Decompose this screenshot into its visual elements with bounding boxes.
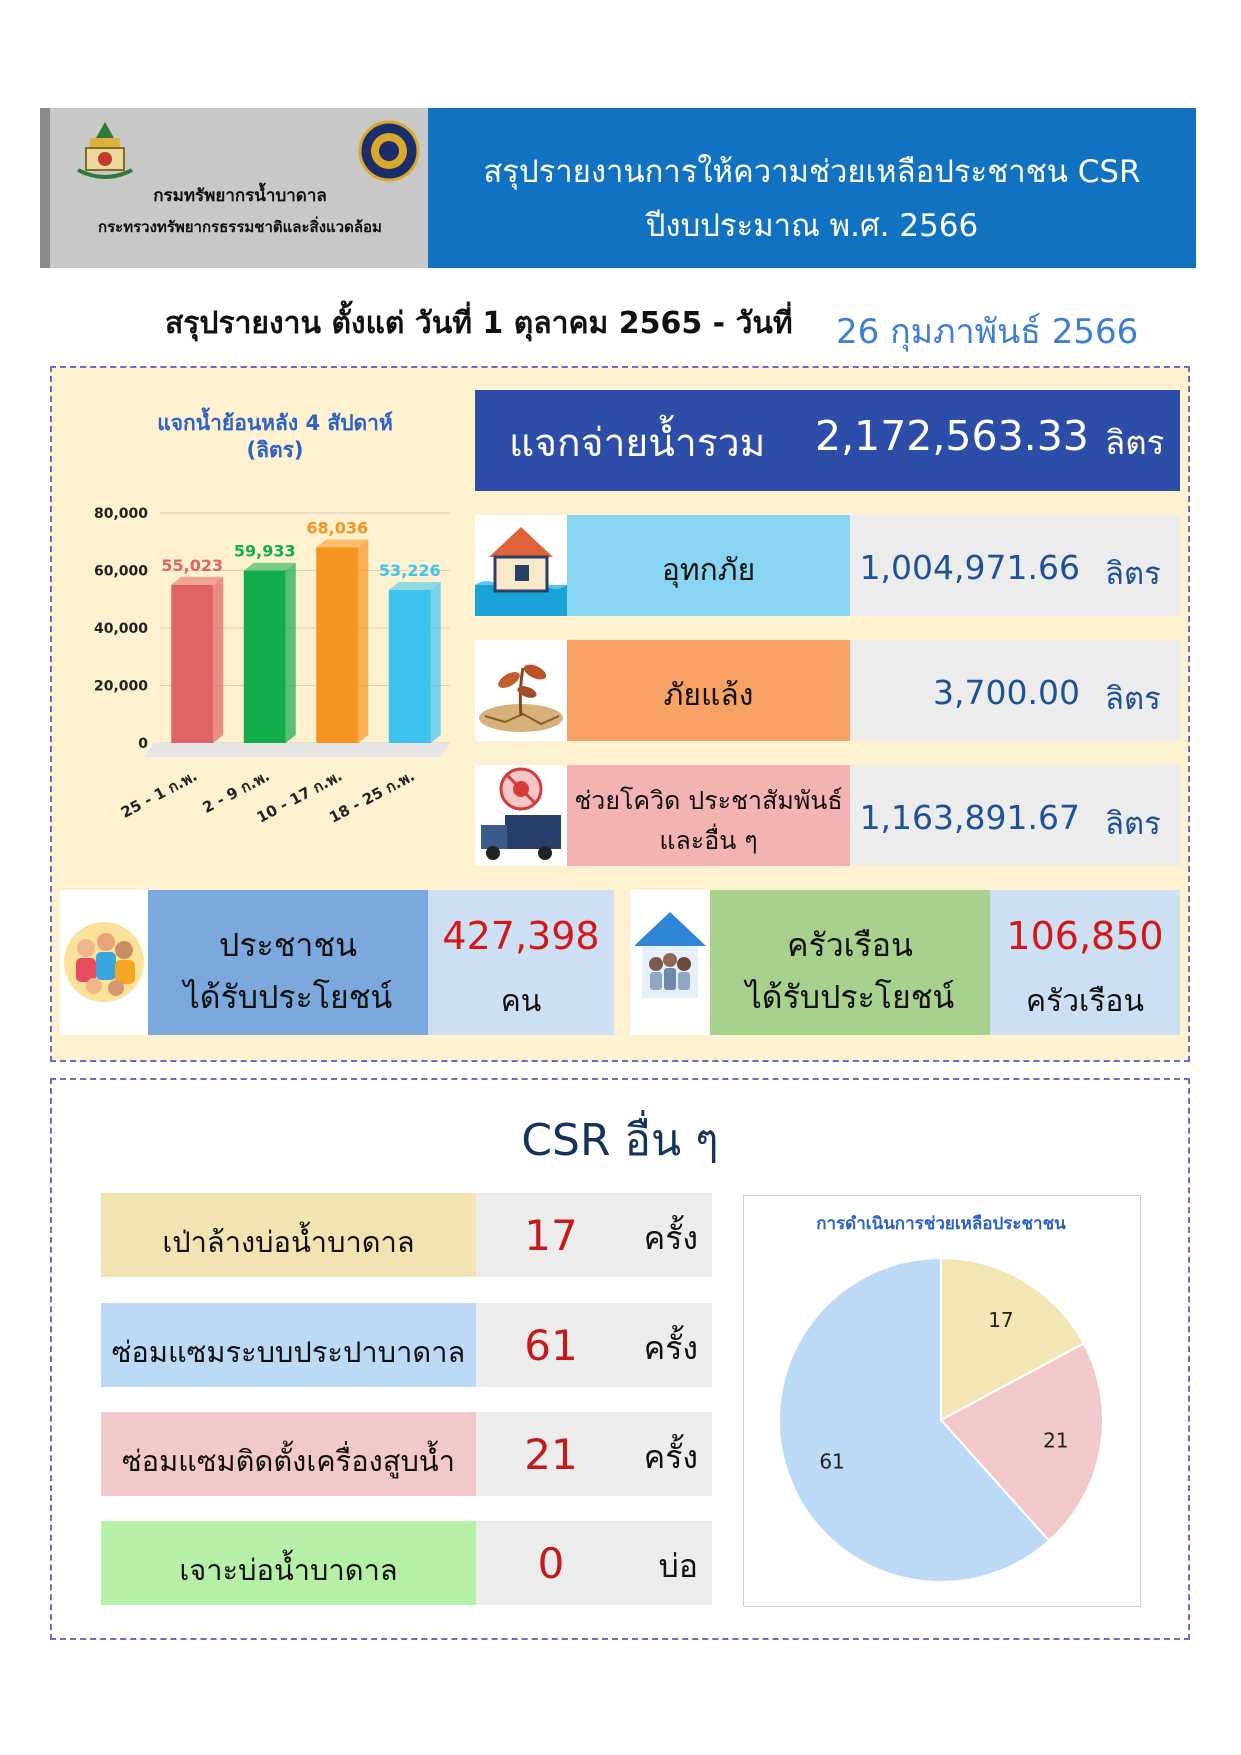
y-tick-label: 40,000 bbox=[93, 621, 148, 637]
bar bbox=[389, 590, 431, 743]
activity-value-cell bbox=[476, 1303, 712, 1387]
households-value-cell bbox=[990, 890, 1180, 1035]
households-unit: ครัวเรือน bbox=[1026, 984, 1144, 1019]
activity-value-cell bbox=[476, 1412, 712, 1496]
x-tick-label: 2 - 9 ก.พ. bbox=[199, 766, 273, 817]
bar-side bbox=[358, 539, 368, 743]
drought-plant-icon bbox=[475, 640, 567, 741]
bar-value-label: 68,036 bbox=[306, 518, 369, 538]
bar-side bbox=[213, 577, 223, 743]
flood-value: 1,004,971.66 bbox=[859, 548, 1080, 587]
chart-title-block bbox=[100, 410, 450, 464]
x-tick-label: 18 - 25 ก.พ. bbox=[326, 766, 418, 827]
drought-label-cell bbox=[567, 640, 850, 741]
header-title-panel bbox=[428, 108, 1196, 268]
bar-value-label: 53,226 bbox=[378, 560, 441, 580]
total-unit: ลิตร bbox=[1105, 423, 1165, 462]
drought-label: ภัยแล้ง bbox=[663, 678, 754, 713]
weekly-water-bar-chart bbox=[80, 498, 470, 838]
covid-label-line1: ช่วยโควิด ประชาสัมพันธ์ bbox=[574, 786, 843, 815]
flood-value-cell bbox=[850, 515, 1180, 616]
covid-label-line2: และอื่น ๆ bbox=[659, 826, 758, 855]
drought-value-cell bbox=[850, 640, 1180, 741]
department-emblem-icon bbox=[72, 120, 138, 186]
x-tick-label: 10 - 17 ก.พ. bbox=[253, 766, 346, 827]
activity-label-cell bbox=[101, 1412, 476, 1496]
y-tick-label: 60,000 bbox=[93, 563, 148, 580]
activity-unit: ครั้ง bbox=[643, 1219, 698, 1257]
covid-unit: ลิตร bbox=[1105, 806, 1161, 842]
bar bbox=[171, 585, 213, 743]
bar-value-label: 59,933 bbox=[233, 541, 296, 561]
ministry-seal-icon bbox=[358, 120, 420, 182]
activity-value: 61 bbox=[524, 1321, 578, 1370]
activity-unit: ครั้ง bbox=[643, 1438, 698, 1476]
activity-unit: บ่อ bbox=[658, 1547, 698, 1585]
bar bbox=[244, 571, 286, 743]
drought-value: 3,700.00 bbox=[933, 673, 1080, 712]
people-value-cell bbox=[428, 890, 614, 1035]
org-name: กรมทรัพยากรน้ำบาดาล bbox=[153, 186, 327, 206]
people-label-cell bbox=[148, 890, 428, 1035]
fiscal-year: ปีงบประมาณ พ.ศ. 2566 bbox=[645, 208, 979, 244]
chart-floor bbox=[144, 743, 450, 757]
flood-label-cell bbox=[567, 515, 850, 616]
chart-subtitle: (ลิตร) bbox=[246, 438, 304, 462]
activity-label: ซ่อมแซมระบบประปาบาดาล bbox=[111, 1335, 466, 1369]
flooded-house-icon bbox=[475, 515, 567, 616]
flood-unit: ลิตร bbox=[1105, 556, 1161, 592]
total-value: 2,172,563.33 bbox=[815, 412, 1089, 460]
households-label-cell bbox=[710, 890, 990, 1035]
x-tick-label: 25 - 1 ก.พ. bbox=[117, 766, 201, 822]
bar bbox=[316, 547, 358, 743]
pie-chart-title: การดำเนินการช่วยเหลือประชาชน bbox=[816, 1214, 1066, 1234]
y-tick-label: 20,000 bbox=[93, 678, 148, 695]
activity-value: 21 bbox=[524, 1430, 578, 1479]
bar-side bbox=[431, 582, 441, 743]
period-end-date: 26 กุมภาพันธ์ 2566 bbox=[836, 312, 1139, 352]
activity-value: 0 bbox=[537, 1539, 565, 1588]
activity-label: ซ่อมแซมติดตั้งเครื่องสูบน้ำ bbox=[121, 1444, 456, 1478]
ministry-name: กระทรวงทรัพยากรธรรมชาติและสิ่งแวดล้อม bbox=[98, 218, 382, 236]
chart-title: แจกน้ำย้อนหลัง 4 สัปดาห์ bbox=[157, 411, 393, 435]
pie-slice-label: 61 bbox=[819, 1449, 845, 1474]
bar-value-label: 55,023 bbox=[161, 555, 224, 575]
people-label-line2: ได้รับประโยชน์ bbox=[183, 978, 393, 1016]
bar-side bbox=[286, 563, 296, 743]
total-water-box bbox=[475, 390, 1180, 491]
flood-label: อุทกภัย bbox=[661, 553, 756, 588]
covid-truck-icon bbox=[475, 765, 567, 866]
households-label-line1: ครัวเรือน bbox=[787, 926, 913, 964]
activity-value: 17 bbox=[524, 1211, 578, 1260]
family-house-icon bbox=[630, 890, 710, 1035]
activity-label-cell bbox=[101, 1521, 476, 1605]
header-accent-bar bbox=[40, 108, 50, 268]
activity-label: เจาะบ่อน้ำบาดาล bbox=[179, 1553, 398, 1587]
covid-label-cell bbox=[567, 765, 850, 866]
period-text: สรุปรายงาน ตั้งแต่ วันที่ 1 ตุลาคม 2565 - วันที่ bbox=[165, 306, 793, 341]
crowd-icon bbox=[60, 890, 148, 1035]
activity-label: เป่าล้างบ่อน้ำบาดาล bbox=[162, 1225, 415, 1259]
activity-label-cell bbox=[101, 1303, 476, 1387]
y-tick-label: 80,000 bbox=[93, 506, 148, 522]
activity-unit: ครั้ง bbox=[643, 1329, 698, 1367]
report-title: สรุปรายงานการให้ความช่วยเหลือประชาชน CSR bbox=[483, 154, 1141, 190]
people-unit: คน bbox=[500, 984, 542, 1019]
people-label-line1: ประชาชน bbox=[219, 926, 357, 964]
assistance-pie-chart bbox=[743, 1240, 1139, 1600]
activity-label-cell bbox=[101, 1193, 476, 1277]
pie-slice-label: 17 bbox=[988, 1307, 1014, 1332]
y-tick-label: 0 bbox=[138, 736, 148, 752]
covid-value: 1,163,891.67 bbox=[859, 798, 1080, 837]
covid-value-cell bbox=[850, 765, 1180, 866]
households-label-line2: ได้รับประโยชน์ bbox=[745, 978, 955, 1016]
drought-unit: ลิตร bbox=[1105, 681, 1161, 717]
households-value: 106,850 bbox=[1006, 914, 1164, 958]
people-value: 427,398 bbox=[442, 914, 600, 958]
pie-slice-label: 21 bbox=[1043, 1428, 1069, 1453]
activity-value-cell bbox=[476, 1193, 712, 1277]
total-label: แจกจ่ายน้ำรวม bbox=[509, 421, 766, 466]
csr-other-title: CSR อื่น ๆ bbox=[521, 1115, 719, 1166]
activity-value-cell bbox=[476, 1521, 712, 1605]
